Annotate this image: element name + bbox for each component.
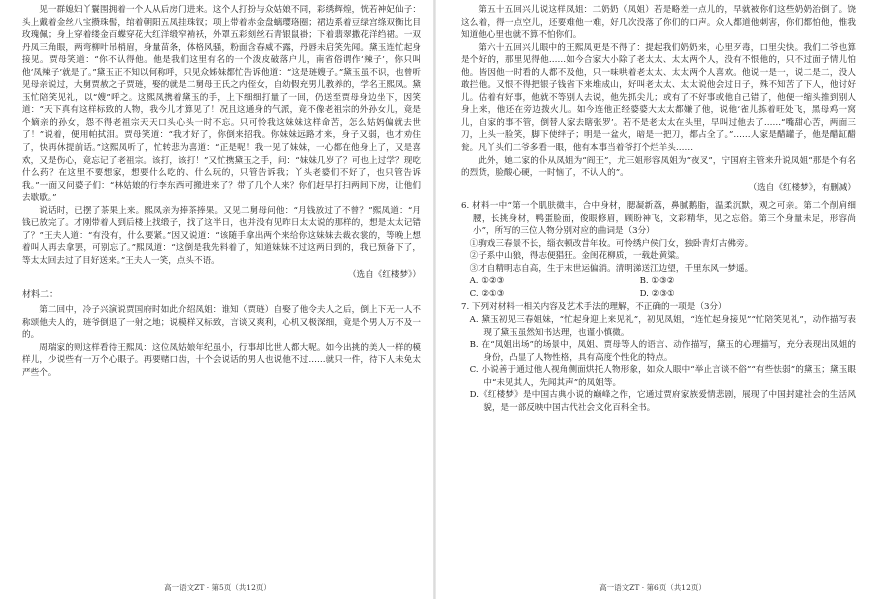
question-6-option-a[interactable]: A. ①②③ [469, 276, 505, 287]
question-6-options-row-2 [461, 288, 856, 301]
question-6-option-c[interactable]: C. ②①③ [469, 289, 505, 300]
question-6-line-1: ①驹戏三春景不长，缁衣顿改昔年妆。可怜绣户侯门女，独卧青灯古佛旁。 [469, 238, 754, 249]
question-6-option-d[interactable]: D. ②③① [639, 289, 675, 300]
page-footer-right: 高一语文ZT · 第6页（共12页） [599, 583, 706, 592]
question-6-option-b[interactable]: B. ①③② [639, 276, 675, 287]
material2-label: 材料二： [22, 290, 59, 301]
material2-source: （选自《红楼梦》，有删减） [748, 182, 856, 193]
question-7-stem: 7. 下列对材料一相关内容及艺术手法的理解，不正确的一项是（3分） [461, 302, 727, 313]
question-6-line-3: ③才自精明志自高，生于末世运偏消。清明涕送江边望，千里东风一梦遥。 [469, 263, 754, 274]
right-page [435, 0, 870, 599]
material1-paragraph-1: 见一群媳妇丫鬟围拥着一个人从后房门进来。这个人打扮与众姑娘不同，彩绣辉煌，恍若神妃仙子：头上戴着金丝八宝攒珠髻，绾着朝阳五凤挂珠钗；项上带着赤金盘螭璎珞圈；裙边系着豆绿宫绦双衡比目玫瑰佩；身上穿着缕金百蝶穿花大红洋缎窄褃袄，外罩五彩刻丝石青银鼠褂；下着翡翠撒花洋绉裙。一双丹凤三角眼，两弯柳叶吊梢眉，身量苗条，体格风骚，粉面含春威不露，丹唇未启笑先闻。黛玉连忙起身接见。贾母笑道：“你不认得他。他是我们这里有名的一个泼皮破落户儿，南省俗谓作‘辣子’，你只叫他‘凤辣子’就是了。”黛玉正不知以何称呼，只见众姊妹都忙告诉他道：“这是琏嫂子。”黛玉虽不识，也曾听见母亲说过，大舅贾赦之子贾琏，娶的就是二舅母王氏之内侄女，自幼假充男儿教养的，学名王熙凤。黛玉忙陪笑见礼，以“嫂”呼之。这熙凤携着黛玉的手，上下细细打量了一回，仍送至贾母身边坐下，因笑道：“天下真有这样标致的人物，我今儿才算见了！况且这通身的气派，竟不像老祖宗的外孙女儿，竟是个嫡亲的孙女，怨不得老祖宗天天口头心头一时不忘。只可怜我这妹妹这样命苦，怎么姑妈偏就去世了！”说着，便用帕拭泪。贾母笑道：“我才好了，你倒来招我。你妹妹远路才来，身子又弱，也才劝住了，快再休提前话。”这熙凤听了，忙转悲为喜道：“正是呢！我一见了妹妹，一心都在他身上了，又是喜欢，又是伤心，竟忘记了老祖宗。该打，该打！”又忙携黛玉之手，问：“妹妹几岁了？可也上过学？现吃什么药？在这里不要想家，想要什么吃的、什么玩的，只管告诉我；丫头老婆们不好了，也只管告诉我。”一面又问婆子们：“林姑娘的行李东西可搬进来了？带了几个人来？你们赶早打扫两间下房，让他们去歇歇。” [22, 5, 421, 204]
question-7-option-b[interactable]: B. 在“凤姐出场”的场景中，凤姐、贾母等人的语言、动作描写，黛玉的心理描写，充分表现出凤姐的身份，凸显了人物性格，具有高度个性化的特点。 [469, 340, 856, 363]
question-7-option-c[interactable]: C. 小说善于通过他人视角侧面烘托人物形象，如众人眼中“举止言谈不俗”“有些怯弱”的黛玉；黛玉眼中“未见其人，先闻其声”的凤姐等。 [469, 365, 856, 388]
question-6-line-2: ②子系中山狼，得志便猖狂。金闺花柳质，一载赴黄粱。 [469, 251, 685, 262]
material1-paragraph-2: 说话时，已摆了茶果上来。熙凤亲为捧茶捧果。又见二舅母问他：“月钱放过了不曾？”熙凤道：“月钱已放完了。才刚带着人到后楼上找缎子，找了这半日，也并没有见昨日太太说的那样的，想是太太记错了？”王夫人道：“有没有，什么要紧。”因又说道：“该随手拿出两个来给你这妹妹去裁衣裳的，等晚上想着叫人再去拿罢，可别忘了。”熙凤道：“这倒是我先料着了，知道妹妹不过这两日到的，我已预备下了，等太太回去过了目好送来。”王夫人一笑，点头不语。 [22, 205, 421, 266]
question-6-stem: 6. 材料一中“第一个肌肤微丰，合中身材，腮凝新荔，鼻腻鹅脂，温柔沉默，观之可亲。第二个削肩细腰，长挑身材，鸭蛋脸面，俊眼修眉，顾盼神飞，文彩精华，见之忘俗。第三个身量未足，形容尚小”，所写的三位人物分别对应的曲词是（3分） [461, 201, 856, 237]
question-7-option-d[interactable]: D.《红楼梦》是中国古典小说的巅峰之作，它通过贾府家族爱情悲剧，展现了中国封建社会的生活风貌，是一部反映中国古代社会文化百科全书。 [469, 390, 856, 413]
material1-source: （选自《红楼梦》） [347, 270, 421, 281]
question-6-options-row-1 [461, 275, 856, 288]
page-footer-left: 高一语文ZT · 第5页（共12页） [164, 583, 271, 592]
question-7-option-a[interactable]: A. 黛玉初见三春姐妹，“忙起身迎上来见礼”，初见凤姐，“连忙起身接见”“忙陪笑见礼”，动作描写表现了黛玉虽然知书达理，也谨小慎微。 [469, 315, 856, 338]
right-paragraph-2: 第六十五回兴儿眼中的王熙凤更是不得了：提起我们奶奶来，心里歹毒，口里尖快。我们二爷也算是个好的，那里见得他……如今合家大小除了老太太、太太两个人，没有不恨他的，只不过面子情儿怕他。皆因他一时看的人都不及他，只一味哄着老太太、太太两个人喜欢。他说一是一，说二是二，没人敢拦他。又恨不得把银子钱省下来堆成山，好叫老太太、太太说他会过日子，殊不知苦了下人，他讨好儿。估着有好事，他就不等别人去说，他先抓尖儿；或有了不好事或他自己错了，他便一缩头推到别人身上来，他还在旁边拨火儿。如今连他正经婆婆大太太都嫌了他，说他‘雀儿拣着旺处飞，黑母鸡一窝儿，自家的事不管，倒替人家去瞎张罗’。若不是老太太在头里，早叫过他去了……“嘴甜心苦，两面三刀，上头一脸笑，脚下使绊子；明是一盆火，暗是一把刀，都占全了。”……人家是醋罐子，他是醋缸醋瓮。凡丫头们二爷多看一眼，他有本事当着爷打个烂羊头…… [461, 42, 856, 154]
right-paragraph-1: 第五十五回兴儿说这样凤姐：二奶奶（凤姐）若是略差一点儿的，早就被你们这些奶奶治倒了。饶这么着，得一点空儿，还要难他一难，好几次没落了你们的口声。众人都道他刺害，你们都怕他，惟我知道他心里也就不算不怕你们。 [461, 5, 856, 41]
material2-paragraph-2: 周瑞家的则这样看待王熙凤：这位凤姑娘年纪虽小，行事却比世人都大呢。如今出挑的美人一样的模样儿，少说些有一万个心眼子。再要赌口齿，十个会说话的男人也说他不过……就只一件，待下人未免太严些个。 [22, 342, 421, 378]
material2-paragraph-1: 第二回中，冷子兴演说贾国府时如此介绍凤姐：谁知（贾琏）自娶了他令夫人之后，倒上下无一人不称颂他夫人的，琏爷倒退了一射之地；说模样又标致，言谈又爽利，心机又极深细，竟是个男人万不及一的。 [22, 305, 421, 341]
right-paragraph-3: 此外，她二家的仆从凤姐为“阎王”，尤三姐形容凤姐为“夜叉”，宁国府主管来升说凤姐“那是个有名的烈货，脸酸心硬，一时恼了，不认人的”。 [461, 155, 856, 179]
